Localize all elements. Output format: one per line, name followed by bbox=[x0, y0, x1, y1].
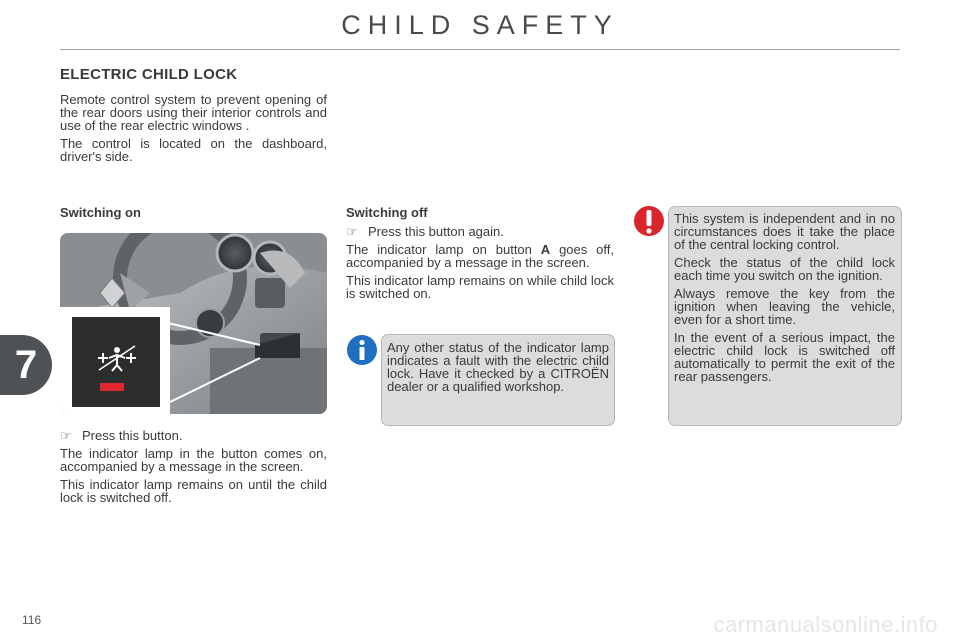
switching-off-p1-post: goes off, accompanied by a message in the screen. bbox=[346, 242, 614, 270]
switching-on-bullet-text: Press this button. bbox=[82, 428, 183, 443]
button-a-label: A bbox=[540, 242, 551, 257]
warning-paragraph-3: Always remove the key from the ignition when leaving the vehicle, even for a short time. bbox=[674, 286, 895, 327]
warning-paragraph-2: Check the status of the child lock each time you switch on the ignition. bbox=[674, 255, 895, 283]
switching-off-paragraph-2: This indicator lamp remains on while child lock is switched on. bbox=[346, 273, 614, 301]
warning-paragraph-1: This system is independent and in no circumstances does it take the place of the central locking control. bbox=[674, 211, 895, 252]
watermark: carmanualsonline.info bbox=[713, 612, 938, 637]
switching-on-heading-wrap bbox=[60, 205, 141, 220]
indicator-lamp bbox=[100, 383, 124, 391]
switching-off-heading: Switching off bbox=[346, 205, 428, 220]
switching-on-paragraph-2: This indicator lamp remains on until the child lock is switched off. bbox=[60, 477, 327, 505]
pointing-hand-icon: ☞ bbox=[60, 428, 72, 443]
header-divider bbox=[60, 49, 900, 50]
switching-off-bullet-text: Press this button again. bbox=[368, 224, 504, 239]
switching-on-bullet bbox=[60, 429, 327, 442]
switching-off-p1-pre: The indicator lamp on button bbox=[346, 242, 541, 257]
chapter-tab: 7 bbox=[0, 335, 52, 395]
switching-off-text bbox=[346, 205, 614, 305]
warning-paragraph-4: In the event of a serious impact, the electric child lock is switched off automatically to permit the exit of the rear passengers. bbox=[674, 330, 895, 384]
section-heading: ELECTRIC CHILD LOCK bbox=[60, 66, 238, 83]
dashboard-photo bbox=[60, 233, 327, 414]
switching-off-bullet bbox=[346, 225, 614, 238]
dashboard-illustration bbox=[60, 233, 327, 414]
page-number: 116 bbox=[22, 613, 42, 627]
warning-icon bbox=[633, 204, 665, 238]
intro-paragraph-1: Remote control system to prevent opening of the rear doors using their interior controls and use of the rear electric windows . bbox=[60, 92, 327, 133]
page-title: CHILD SAFETY bbox=[341, 10, 619, 40]
switching-on-paragraph-1: The indicator lamp in the button comes on, accompanied by a message in the screen. bbox=[60, 446, 327, 474]
intro-text bbox=[60, 93, 327, 168]
switching-on-heading: Switching on bbox=[60, 205, 141, 220]
info-icon bbox=[346, 334, 378, 366]
info-box-text: Any other status of the indicator lamp indicates a fault with the electric child lock. Have it checked by a CITROËN dealer or a qualified workshop. bbox=[387, 340, 609, 394]
switching-on-text bbox=[60, 429, 327, 509]
pointing-hand-icon: ☞ bbox=[346, 224, 358, 239]
warning-box-text bbox=[674, 212, 895, 388]
intro-paragraph-2: The control is located on the dashboard, driver's side. bbox=[60, 136, 327, 164]
switching-off-paragraph-1 bbox=[346, 243, 614, 269]
